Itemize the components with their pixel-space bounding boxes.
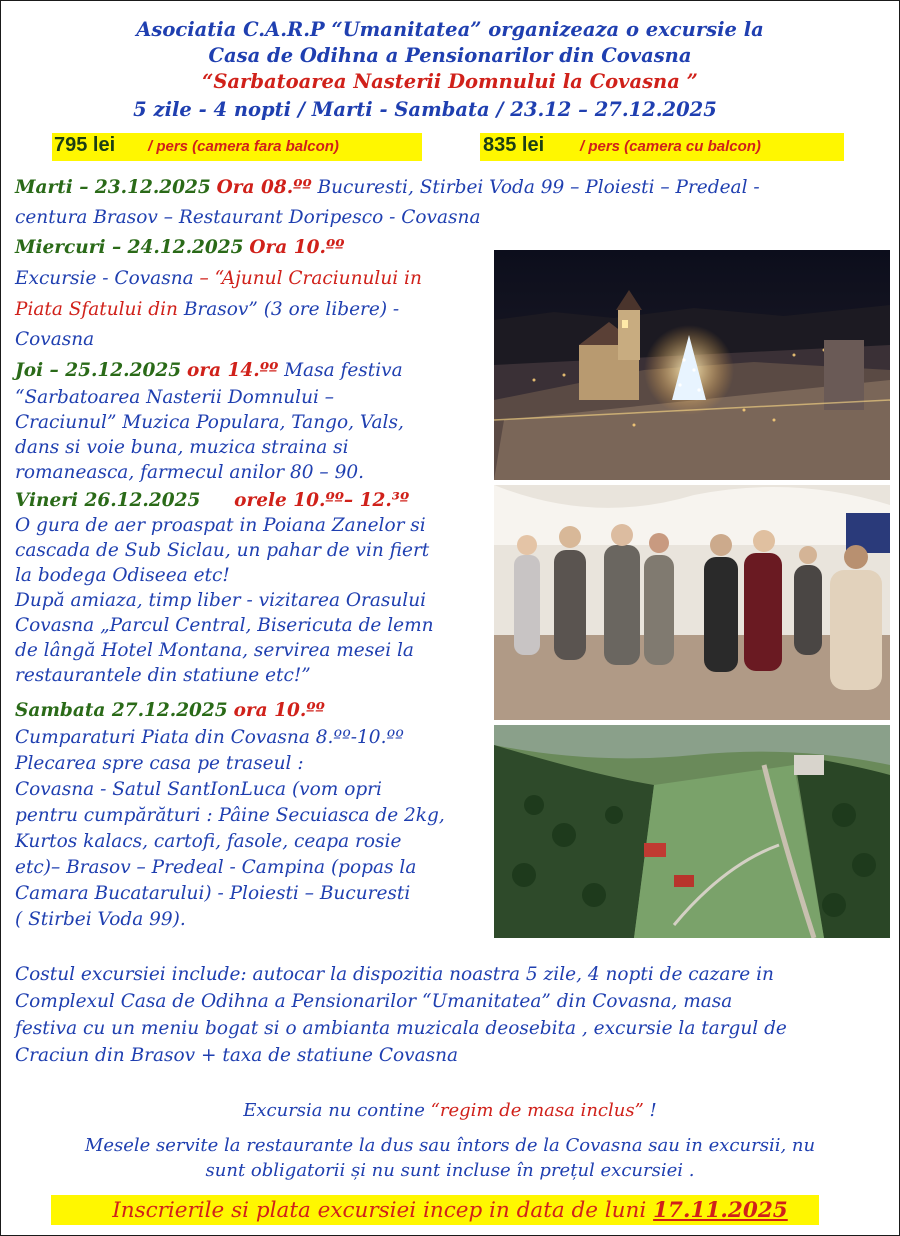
day4-time: orele 10.ºº– 12.³º	[234, 490, 410, 511]
header-dates: 5 zile - 4 nopti / Marti - Sambata / 23.12 – 27.12.2025	[133, 98, 717, 121]
footer-date: 17.11.2025	[653, 1198, 788, 1223]
day2-text-c: Piata Sfatului din	[15, 299, 184, 320]
day1-date: Marti – 23.12.2025	[15, 177, 211, 198]
day5-line-7: Camara Bucatarului) - Ploiesti – Bucuresti	[15, 883, 411, 904]
day5-heading	[15, 699, 325, 723]
day5-line-3: Covasna - Satul SantIonLuca (vom opri	[15, 779, 382, 800]
note-meal-regime	[0, 1099, 900, 1123]
header-event-title: “Sarbatoarea Nasterii Domnului la Covasna ”	[202, 70, 698, 93]
day2-text-a: Excursie - Covasna	[15, 268, 200, 289]
day4-date: Vineri 26.12.2025	[15, 490, 201, 511]
header-line-1: Asociatia C.A.R.P “Umanitatea” organizeaza o excursie la	[136, 18, 764, 41]
day2-line-2	[15, 298, 399, 322]
day3-line-2: Craciunul” Muzica Populara, Tango, Vals,	[15, 412, 404, 433]
price-bar	[52, 133, 844, 161]
day1-line-1	[15, 176, 760, 200]
day3-heading	[15, 359, 403, 383]
day4-line-3: la bodega Odiseea etc!	[15, 565, 230, 586]
day1-time: Ora 08.ºº	[216, 177, 312, 198]
day2-text-d: Brasov” (3 ore libere) -	[183, 299, 400, 320]
day2-line-3: Covasna	[15, 329, 95, 350]
day3-line-3: dans si voie buna, muzica straina si	[15, 437, 349, 458]
day3-text-0: Masa festiva	[284, 360, 403, 381]
day5-line-5: Kurtos kalacs, cartofi, fasole, ceapa rosie	[15, 831, 402, 852]
includes-line-1: Costul excursiei include: autocar la dispozitia noastra 5 zile, 4 nopti de cazare in	[15, 964, 774, 985]
price-2: 835 lei	[483, 134, 545, 156]
note-text-b: “regim de masa inclus”	[430, 1100, 644, 1121]
day2-text-b: – “Ajunul Craciunului in	[199, 268, 422, 289]
day2-heading	[15, 236, 344, 260]
day1-route-a: Bucuresti, Stirbei Voda 99 – Ploiesti – Predeal -	[317, 177, 760, 198]
note-text-a: Excursia nu contine	[243, 1100, 431, 1121]
price-2-note: / pers (camera cu balcon)	[580, 138, 761, 155]
day4-line-2: cascada de Sub Siclau, un pahar de vin fiert	[15, 540, 430, 561]
note-meals-line-1: Mesele servite la restaurante la dus sau întors de la Covasna sau in excursii, nu	[84, 1135, 816, 1156]
day5-time: ora 10.ºº	[233, 700, 325, 721]
day3-time: ora 14.ºº	[187, 360, 279, 381]
day3-date: Joi – 25.12.2025	[15, 360, 182, 381]
note-text-c: !	[643, 1100, 657, 1121]
includes-line-2: Complexul Casa de Odihna a Pensionarilor “Umanitatea” din Covasna, masa	[15, 991, 733, 1012]
footer-text: Inscrierile si plata excursiei incep in data de luni	[112, 1198, 654, 1223]
day5-line-1: Cumparaturi Piata din Covasna 8.ºº-10.ºº	[15, 727, 404, 748]
day1-route-b: centura Brasov – Restaurant Doripesco - Covasna	[15, 207, 481, 228]
day2-time: Ora 10.ºº	[249, 237, 345, 258]
day5-line-8: ( Stirbei Voda 99).	[15, 909, 186, 930]
day4-line-1: O gura de aer proaspat in Poiana Zanelor si	[15, 515, 426, 536]
day3-line-4: romaneasca, farmecul anilor 80 – 90.	[15, 462, 364, 483]
footer-registration	[0, 1197, 900, 1225]
includes-line-3: festiva cu un meniu bogat si o ambianta muzicala deosebita , excursie la targul de	[15, 1018, 787, 1039]
header-line-2: Casa de Odihna a Pensionarilor din Covasna	[208, 44, 692, 67]
day2-line-1	[15, 267, 422, 291]
price-1: 795 lei	[54, 134, 116, 156]
day4-line-6: de lângă Hotel Montana, servirea mesei la	[15, 640, 414, 661]
dancing-photo	[494, 485, 890, 720]
day4-line-5: Covasna „Parcul Central, Bisericuta de lemn	[15, 615, 434, 636]
price-1-note: / pers (camera fara balcon)	[148, 138, 339, 155]
note-meals-line-2: sunt obligatorii și nu sunt incluse în prețul excursiei .	[205, 1160, 695, 1181]
includes-line-4: Craciun din Brasov + taxa de statiune Covasna	[15, 1045, 459, 1066]
day2-date: Miercuri – 24.12.2025	[15, 237, 244, 258]
christmas-market-photo	[494, 250, 890, 480]
day5-line-6: etc)– Brasov – Predeal - Campina (popas la	[15, 857, 417, 878]
day4-line-7: restaurantele din statiune etc!”	[15, 665, 311, 686]
day5-line-2: Plecarea spre casa pe traseul :	[15, 753, 304, 774]
day4-heading	[15, 489, 409, 513]
day5-line-4: pentru cumpărături : Pâine Secuiasca de 2kg,	[15, 805, 445, 826]
day4-line-4: După amiaza, timp liber - vizitarea Orasului	[15, 590, 427, 611]
covasna-aerial-photo	[494, 725, 890, 938]
day3-line-1: “Sarbatoarea Nasterii Domnului –	[15, 387, 335, 408]
day5-date: Sambata 27.12.2025	[15, 700, 228, 721]
